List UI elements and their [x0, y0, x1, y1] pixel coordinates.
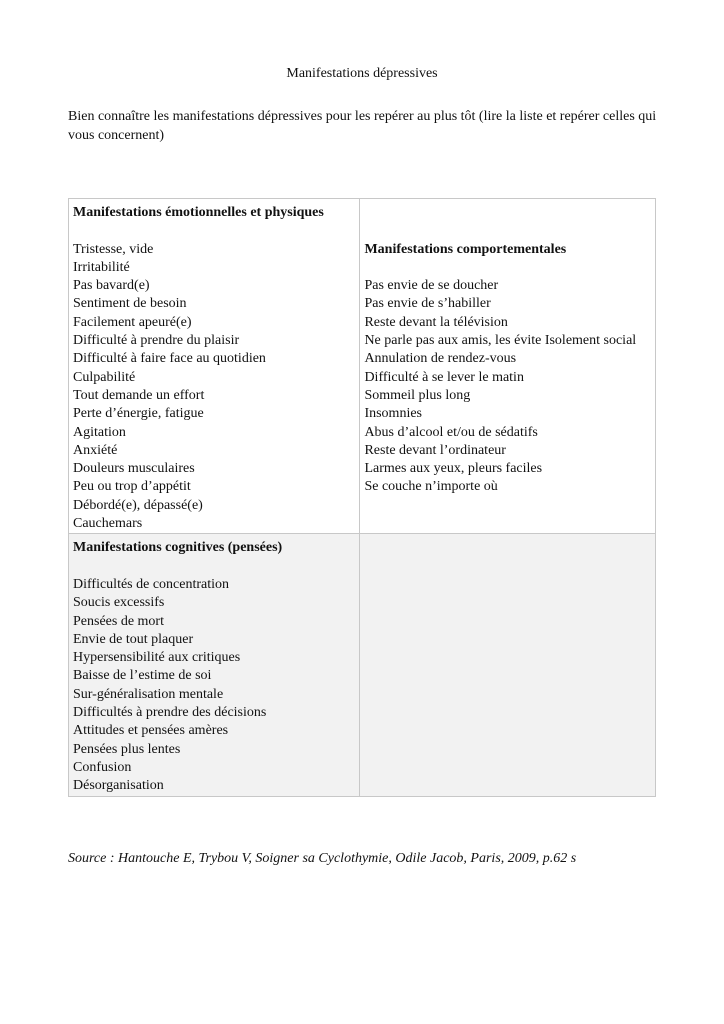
list-item: Facilement apeuré(e) [73, 314, 192, 330]
emotional-heading: Manifestations émotionnelles et physiques [73, 205, 324, 220]
empty-cell [360, 534, 656, 796]
list-item: Difficultés à prendre des décisions [73, 705, 267, 721]
symptoms-table [68, 198, 656, 797]
list-item: Sommeil plus long [364, 387, 471, 403]
list-item: Larmes aux yeux, pleurs faciles [364, 461, 543, 477]
list-item: Pas envie de se doucher [364, 278, 499, 294]
list-item: Se couche n’importe où [364, 479, 498, 495]
behavioral-cell [360, 199, 656, 534]
list-item: Reste devant l’ordinateur [364, 442, 506, 458]
list-item: Pas bavard(e) [73, 278, 150, 294]
emotional-list [73, 241, 355, 534]
intro-paragraph: Bien connaître les manifestations dépressives pour les repérer au plus tôt (lire la liste et repérer celles qui vous concernent) [68, 109, 657, 143]
list-item: Abus d’alcool et/ou de sédatifs [364, 424, 538, 440]
list-item: Hypersensibilité aux critiques [73, 650, 241, 666]
list-item: Envie de tout plaquer [73, 631, 194, 647]
list-item: Tristesse, vide [73, 241, 154, 257]
list-item: Pensées plus lentes [73, 741, 181, 757]
source-citation: Source : Hantouche E, Trybou V, Soigner sa Cyclothymie, Odile Jacob, Paris, 2009, p.62 s [68, 851, 577, 866]
list-item: Difficultés de concentration [73, 576, 230, 592]
list-item: Difficulté à prendre du plaisir [73, 333, 240, 349]
document-title: Manifestations dépressives [286, 66, 438, 81]
list-item: Confusion [73, 759, 132, 775]
list-item: Tout demande un effort [73, 387, 205, 403]
list-item: Difficulté à faire face au quotidien [73, 351, 266, 367]
list-item: Pensées de mort [73, 613, 164, 629]
cognitive-list [73, 576, 355, 796]
list-item: Reste devant la télévision [364, 314, 508, 330]
cognitive-heading: Manifestations cognitives (pensées) [73, 540, 283, 556]
list-item: Pas envie de s’habiller [364, 296, 491, 312]
list-item: Perte d’énergie, fatigue [73, 406, 204, 422]
list-item: Attitudes et pensées amères [73, 723, 229, 739]
list-item: Difficulté à se lever le matin [364, 369, 524, 385]
list-item: Cauchemars [73, 516, 143, 532]
table-row [69, 534, 656, 796]
list-item: Désorganisation [73, 778, 164, 794]
list-item: Agitation [73, 424, 126, 440]
cognitive-cell [69, 534, 360, 796]
behavioral-list [364, 277, 651, 497]
list-item: Annulation de rendez-vous [364, 351, 517, 367]
list-item: Irritabilité [73, 259, 130, 275]
table-row [69, 199, 656, 534]
list-item: Sentiment de besoin [73, 296, 187, 312]
list-item: Baisse de l’estime de soi [73, 668, 212, 684]
list-item: Soucis excessifs [73, 595, 165, 611]
list-item: Insomnies [364, 406, 422, 422]
list-item: Ne parle pas aux amis, les évite Isolement social [364, 333, 637, 349]
list-item: Anxiété [73, 442, 118, 458]
list-item: Débordé(e), dépassé(e) [73, 497, 203, 513]
list-item: Sur-généralisation mentale [73, 686, 224, 702]
list-item: Douleurs musculaires [73, 461, 195, 477]
emotional-cell [69, 199, 360, 534]
list-item: Culpabilité [73, 369, 136, 385]
behavioral-heading: Manifestations comportementales [364, 241, 567, 257]
list-item: Peu ou trop d’appétit [73, 479, 191, 495]
